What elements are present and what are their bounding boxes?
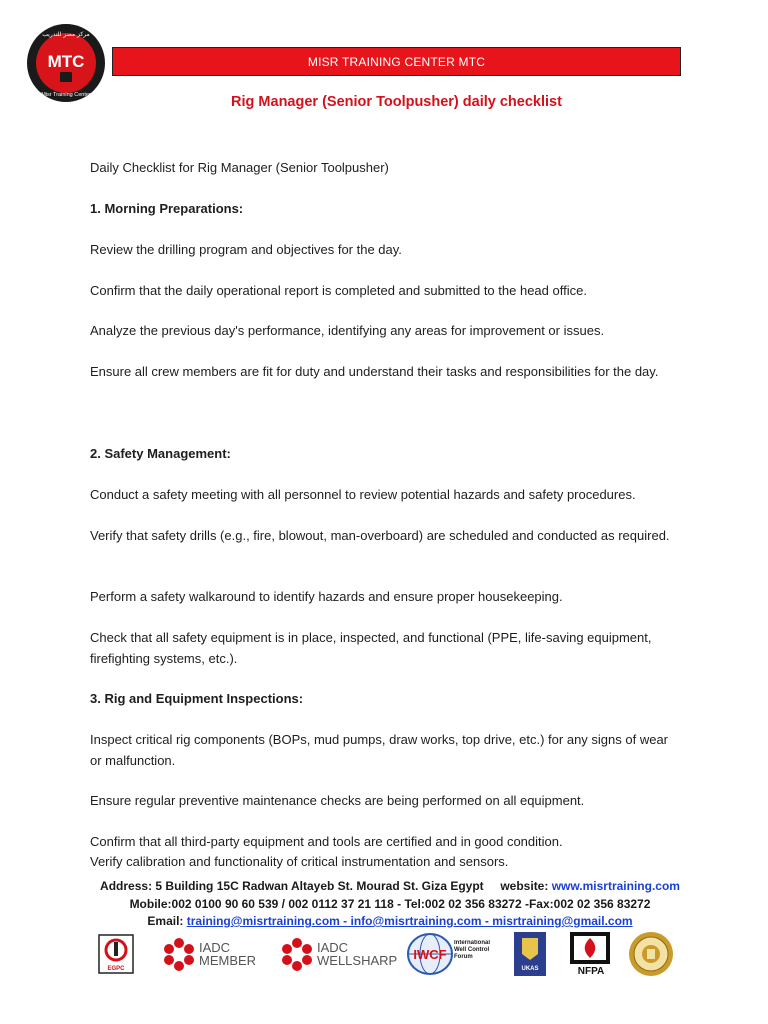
section-1-item: Analyze the previous day's performance, identifying any areas for improvement or issues. bbox=[90, 323, 605, 338]
section-3-heading: 3. Rig and Equipment Inspections: bbox=[90, 691, 304, 706]
section-1-item: Confirm that the daily operational report is completed and submitted to the head office. bbox=[90, 283, 587, 298]
iadc-star-icon bbox=[280, 937, 314, 971]
footer-phone-line: Mobile:002 0100 90 60 539 / 002 0112 37 21 118 - Tel:002 02 356 83272 -Fax:002 02 356 83272 bbox=[129, 897, 651, 911]
section-2-item: Conduct a safety meeting with all personnel to review potential hazards and safety procedures. bbox=[90, 487, 636, 502]
egpc-logo bbox=[98, 930, 134, 978]
mtc-logo bbox=[22, 22, 112, 104]
ukas-logo bbox=[514, 930, 546, 978]
website-link[interactable]: www.misrtraining.com bbox=[551, 879, 680, 893]
logo-text: MTC bbox=[47, 52, 85, 71]
gold-seal-logo bbox=[628, 930, 674, 978]
section-3-item: Inspect critical rig components (BOPs, mud pumps, draw works, top drive, etc.) for any signs of wear or malfunction. bbox=[90, 732, 668, 768]
iadc-wellsharp-logo bbox=[280, 930, 397, 978]
egpc-text: EGPC bbox=[107, 966, 125, 972]
iwcf-caption: International Well Control Forum bbox=[454, 940, 491, 960]
nfpa-logo bbox=[570, 930, 612, 978]
nfpa-text: NFPA bbox=[577, 966, 605, 976]
ukas-text: UKAS bbox=[521, 966, 539, 972]
email-links[interactable]: training@misrtraining.com - info@misrtraining.com - misrtraining@gmail.com bbox=[186, 914, 633, 928]
footer-email-line bbox=[60, 914, 720, 928]
section-1-item: Review the drilling program and objectives for the day. bbox=[90, 242, 402, 257]
footer-website-label: website: bbox=[500, 879, 549, 893]
document-title: Rig Manager (Senior Toolpusher) daily checklist bbox=[231, 94, 562, 110]
accreditation-logos bbox=[90, 930, 690, 978]
section-3-item: Ensure regular preventive maintenance checks are being performed on all equipment. bbox=[90, 793, 585, 808]
iwcf-text: IWCF bbox=[413, 947, 447, 962]
section-3-item: Verify calibration and functionality of critical instrumentation and sensors. bbox=[90, 854, 509, 869]
iadc-star-icon bbox=[162, 937, 196, 971]
footer-address: Address: 5 Building 15C Radwan Altayeb St. Mourad St. Giza Egypt bbox=[100, 879, 484, 893]
logo-arc-top: مركز مصر للتدريب bbox=[42, 31, 90, 38]
iadc-member-logo bbox=[162, 930, 256, 978]
section-2-item: Check that all safety equipment is in place, inspected, and functional (PPE, life-saving equipment, firefighting systems, etc.). bbox=[90, 630, 652, 666]
iadc-member-line1: IADC bbox=[199, 940, 231, 955]
header-banner-text: MISR TRAINING CENTER MTC bbox=[307, 54, 486, 69]
footer-email-label: Email: bbox=[147, 914, 184, 928]
iadc-wellsharp-line1: IADC bbox=[317, 940, 349, 955]
section-1-heading: 1. Morning Preparations: bbox=[90, 201, 244, 216]
footer-address-line bbox=[60, 879, 720, 893]
iadc-member-line2: MEMBER bbox=[199, 953, 257, 968]
section-2-item: Verify that safety drills (e.g., fire, blowout, man-overboard) are scheduled and conducted as required. bbox=[90, 528, 670, 543]
section-2-heading: 2. Safety Management: bbox=[90, 446, 231, 461]
iadc-wellsharp-line2: WELLSHARP bbox=[317, 953, 398, 968]
section-1-item: Ensure all crew members are fit for duty and understand their tasks and responsibilities for the day. bbox=[90, 364, 659, 379]
logo-arc-bottom: Misr Training Center bbox=[41, 92, 91, 98]
header-banner bbox=[112, 47, 681, 76]
iwcf-logo bbox=[406, 930, 498, 978]
section-2-item: Perform a safety walkaround to identify hazards and ensure proper housekeeping. bbox=[90, 589, 563, 604]
intro-line: Daily Checklist for Rig Manager (Senior Toolpusher) bbox=[90, 160, 389, 175]
section-3-item: Confirm that all third-party equipment and tools are certified and in good condition. bbox=[90, 834, 563, 849]
